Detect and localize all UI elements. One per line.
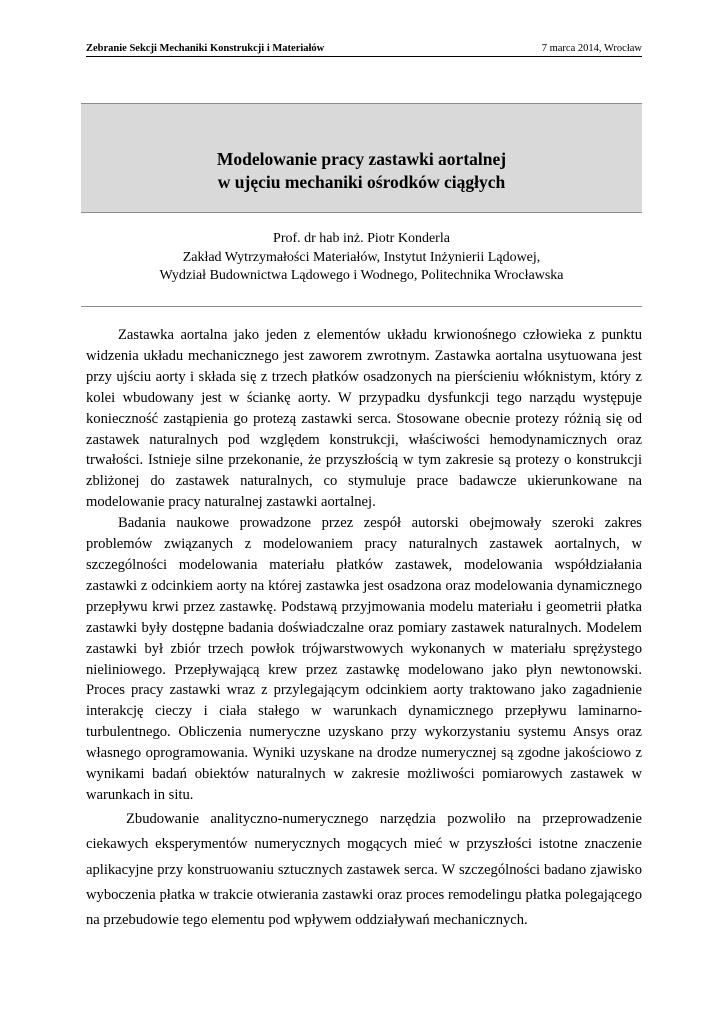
author-affiliation-1: Zakład Wytrzymałości Materiałów, Instytut Inżynierii Lądowej,: [182, 249, 541, 265]
abstract-body: [86, 325, 642, 934]
header-conference-name: Zebranie Sekcji Mechaniki Konstrukcji i Materiałów: [86, 43, 325, 54]
paper-title: [81, 148, 642, 194]
author-affiliation-2: Wydział Budownictwa Lądowego i Wodnego, Politechnika Wrocławska: [159, 268, 564, 283]
running-header: [86, 43, 642, 57]
paragraph-1: Zastawka aortalna jako jeden z elementów układu krwionośnego człowieka z punktu widzenia układu mechanicznego jest zaworem zwrotnym. Zastawka aortalna usytuowana jest przy ujściu aorty i składa się z trzech płatków osadzonych na pierścieniu włóknistym, który z kolei wbudowany jest w ściankę aorty. W przypadku dysfunkcji tego narządu występuje konieczność zastąpienia go protezą zastawki serca. Stosowane obecnie protezy różnią się od zastawek naturalnych pod względem konstrukcji, właściwości hemodynamicznych oraz trwałości. Istnieje silne przekonanie, że przyszłością w tym zakresie są protezy o konstrukcji zbliżonej do zastawek naturalnych, co stymuluje prace badawcze ukierunkowane na modelowanie pracy naturalnej zastawki aortalnej.: [86, 327, 642, 511]
title-box: [81, 103, 642, 213]
header-date-place: 7 marca 2014, Wrocław: [541, 43, 642, 54]
paragraph-3: Zbudowanie analityczno-numerycznego narzędzia pozwoliło na przeprowadzenie ciekawych eksperymentów numerycznych mogących mieć w przyszłości istotne znaczenie aplikacyjne przy konstruowaniu sztucznych zastawek serca. W szczególności badano zjawisko wyboczenia płatka w trakcie otwierania zastawki oraz proces remodelingu płatka polegającego na przebudowie tego elementu pod wpływem oddziaływań mechanicznych.: [86, 810, 642, 929]
section-divider: [81, 306, 642, 307]
title-line-1: Modelowanie pracy zastawki aortalnej: [216, 149, 507, 169]
author-block: [81, 230, 642, 286]
title-line-2: w ujęciu mechaniki ośrodków ciągłych: [217, 172, 506, 192]
author-name: Prof. dr hab inż. Piotr Konderla: [273, 231, 450, 246]
paragraph-2: Badania naukowe prowadzone przez zespół autorski obejmowały szeroki zakres problemów związanych z modelowaniem pracy naturalnych zastawek aortalnych, w szczególności modelowania materiału płatków zastawek, modelowania współdziałania zastawki z odcinkiem aorty na której zastawka jest osadzona oraz modelowania dynamicznego przepływu krwi przez zastawkę. Podstawą przyjmowania modelu materiału i geometrii płatka zastawki były dostępne badania doświadczalne oraz pomiary zastawek naturalnych. Modelem zastawki był zbiór trzech powłok trójwarstwowych wykonanych w materiału sprężystego nieliniowego. Przepływającą krew przez zastawkę modelowano jako płyn newtonowski. Proces pracy zastawki wraz z przylegającym odcinkiem aorty traktowano jako zagadnienie interakcję cieczy i ciała stałego w warunkach dynamicznego przepływu laminarno-turbulentnego. Obliczenia numeryczne uzyskano przy wykorzystaniu systemu Ansys oraz własnego oprogramowania. Wyniki uzyskane na drodze numerycznej są zgodne jakościowo z wynikami badań obiektów naturalnych w zakresie możliwości pomiarowych zastawek w warunkach in situ.: [86, 515, 642, 803]
